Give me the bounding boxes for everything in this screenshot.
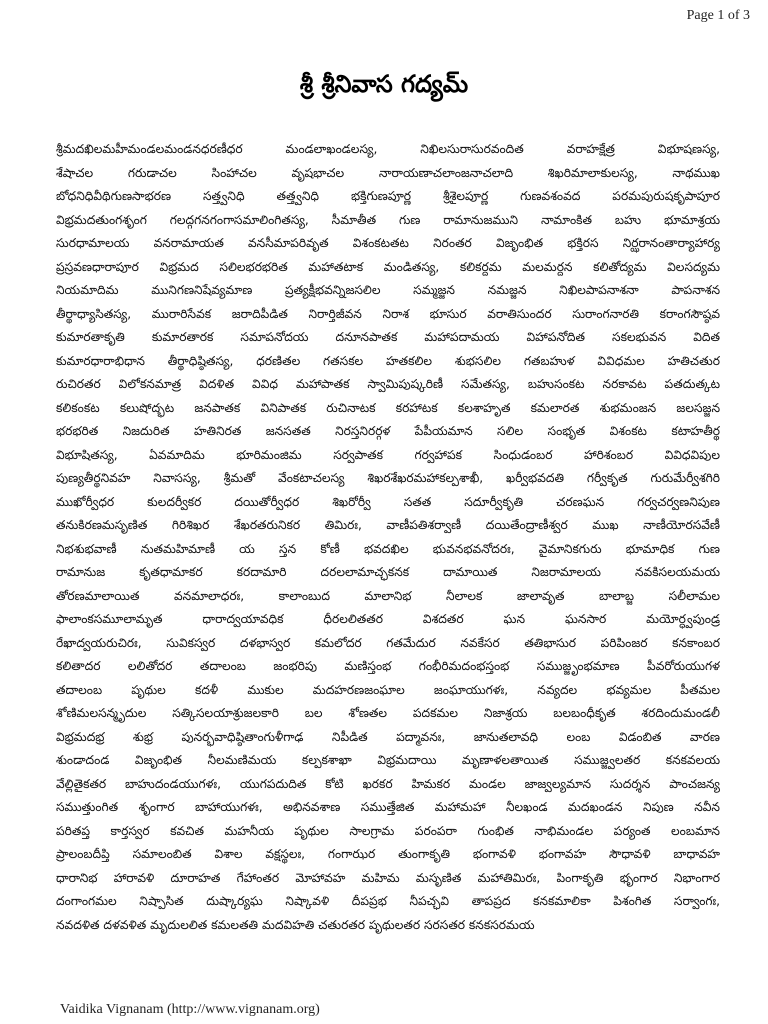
body-line: తీర్థాధ్యాసితస్య, మురారిసేవక జరాదిపీడిత నిరార్తిజీవన నిరాశ భూసుర వరాతిసుందర సురాంగనారతి కరాంగసౌష్ఠవ (56, 306, 720, 321)
body-line: విభూషితస్య, ఏవమాదిమ భూరిమంజిమ సర్వపాతక గర్వహాపక సింధుడంబర హారిశంబర వివిధవిపుల (56, 447, 720, 462)
body-line: పుణ్యతీర్థనివహ నివాసస్య, శ్రీమతో వేంకటాచలస్య శిఖరశేఖరమహాకల్పశాఖీ, ఖర్వీభవదతి గర్వీకృత గురుమేర్వీశగిరి (56, 471, 720, 485)
body-line: తదాలంబ పృథుల కదళీ ముకుల మదహరణజంఘాల జంఘాయుగళః, నవ్యదల భవ్యమల పీతమల (56, 682, 720, 697)
body-line: నిభశుభవాణీ నుతమహిమాణీ య స్తన కోణీ భవదఖిల భువనభవనోదరః, వైమానికగురు భూమాధిక గుణ (56, 541, 720, 556)
body-line: సురధామాలయ వనరామాయత వనసీమాపరివృత విశంకటతట నిరంతర విజృంభిత భక్తిరస నిర్ఝరానంతార్యాహార్య (56, 236, 720, 250)
body-line: రామానుజ కృతధామాకర కరదామారి దరలలామాచ్ఛకనక దామాయిత నిజరామాలయ నవకిసలయమయ (56, 565, 720, 579)
body-line: కలితాదర లలితోదర తదాలంబ జంభరిపు మణిస్తంభ గంభీరిమదంభస్తంభ సముజ్జృంభమాణ పీవరోరుయుగళ (56, 659, 720, 673)
body-line: రుచిరతర విలోకనమాత్ర విదళిత వివిధ మహాపాతక స్వామిపుష్కరిణీ సమేతస్య, బహుసంకట నరకావట పతదుత్కట (56, 377, 720, 391)
document-body (56, 138, 720, 937)
body-line: పరితప్త కార్తస్వర కవచిత మహనీయ పృథుల సాలగ్రామ పరంపరా గుంభిత నాభిమండల పర్యంత లంబమాన (56, 823, 720, 838)
body-line: భరభరిత నిజదురిత హతినిరత జనసతత నిరస్తనిరర్గళ పేపీయమాన సలిల సంభృత విశంకట కటాహతీర్థ (56, 424, 720, 438)
body-line: నియమాదిమ మునిగణనిషేవ్యమాణ ప్రత్యక్షీభవన్నిజసలిల సమ్మజ్జన నమజ్జన నిఖిలపాపనాశనా పాపనాశన (56, 283, 720, 297)
body-line: కలికంకట కలుషోద్భట జనపాతక వినిపాతక రుచినాటక కరహాటక కలశాహృత కమలారత శుభమంజన జలసజ్జన (56, 400, 720, 415)
footer-credit: Vaidika Vignanam (http://www.vignanam.org) (60, 1002, 320, 1017)
body-line: నవదళిత దళవళిత మృదులలిత కమలతతి మదవిహతి చతురతర పృథులతర సరసతర కనకసరమయ (56, 917, 535, 932)
body-line: బోధనిధివీథిగుణసాభరణ సత్త్వనిధి తత్త్వనిధి భక్తిగుణపూర్ణ శ్రీశైలపూర్ణ గుణవశంవద పరమపురుషకృపాపూర (56, 189, 720, 203)
body-line: శోణిమలసన్మృదుల సత్కిసలయాశ్రుజలకారి బల శోణతల పదకమల నిజాశ్రయ బలబంధీకృత శరదిందుమండలీ (56, 706, 720, 720)
page-number: Page 1 of 3 (686, 8, 750, 23)
body-line: తనుకిరణమసృణిత గిరిశిఖర శేఖరతరునికర తిమిరః, వాణీపతిశర్వాణీ దయితేంద్రాణీశ్వర ముఖ నాణీయోరసవేణీ (56, 518, 720, 532)
body-line: కుమారతాకృతి కుమారతారక సమాపనోదయ దనూనపాతక మహాపదామయ విహాపనోదిత సకలభువన విదిత (56, 330, 720, 344)
body-line: ప్రస్రవణధారాపూర విభ్రమద సలిలభరభరిత మహాతటాక మండితస్య, కలికర్దమ మలమర్దన కలితోద్యమ విలసద్యమ (56, 259, 720, 274)
body-line: తోరణమాలాయిత వనమాలాధరః, కాలాంబుద మాలానిభ నీలాలక జాలావృత బాలాబ్జ సలీలామల (56, 588, 720, 603)
body-line: వేల్లితైకతర బాహుదండయుగళః, యుగపదుదిత కోటి ఖరకర హిమకర మండల జాజ్వల్యమాన సుదర్శన పాంచజన్య (56, 776, 720, 791)
body-line: శ్రీమదఖిలమహీమండలమండనధరణీధర మండలాఖండలస్య, నిఖిలసురాసురవందిత వరాహక్షేత్ర విభూషణస్య, (56, 142, 720, 156)
body-line: విభ్రమదతుంగశృంగ గలద్గగనగంగాసమాలింగితస్య, సీమాతీత గుణ రామానుజముని నామాంకిత బహు భూమాశ్రయ (56, 212, 720, 227)
body-line: సముత్తుంగిత శృంగార బాహాయుగళః, అభినవశాణ సముత్తేజిత మహామహా నీలఖండ మదఖండన నిపుణ నవీన (56, 800, 720, 814)
body-line: ఫాలాంకసమూలామృత ధారాద్వయావధిక ధీరలలితతర విశదతర ఘన ఘనసార మయోర్ధ్వపుండ్ర (56, 612, 720, 626)
body-line: శుండాదండ విజృంభిత నీలమణిమయ కల్పకశాఖా విభ్రమదాయి మృణాళలతాయిత సముజ్జ్వలతర కనకవలయ (56, 753, 720, 767)
body-line: రేఖాద్వయరుచిరః, సువికస్వర దళభాస్వర కమలోదర గతమేదుర నవకేసర తతిభాసుర పరిపింజర కనకాంబర (56, 635, 720, 650)
body-line: విభ్రమదభ్ర శుభ్ర పునర్భవాధిష్ఠితాంగుళీగాఢ నిపీడిత పద్మావనః, జానుతలావధి లంబ విడంబిత వారణ (56, 729, 720, 744)
body-line: ప్రాలంబదీప్తి సమాలంబిత విశాల వక్షస్థలః, గంగాఝర తుంగాకృతి భంగావళి భంగావహ సౌధావళి బాధావహ (56, 847, 720, 861)
body-line: శేషాచల గరుడాచల సింహాచల వృషభాచల నారాయణాచలాంజనాచలాది శిఖరిమాలాకులస్య, నాథముఖ (56, 165, 720, 180)
body-line: ముఖోర్వీధర కులదర్వీకర దయితోర్వీధర శిఖరోర్వీ సతత సదూర్వీకృతి చరణఘన గర్వచర్వణనిపుణ (56, 494, 720, 509)
body-line: కుమారధారాభిధాన తీర్థాధిష్ఠితస్య, ధరణితల గతసకల హతకలిల శుభసలిల గతబహుళ వివిధమల హతిచతుర (56, 353, 720, 368)
body-line: దంగాంగమల నిష్పాసిత దుష్కార్యఘ నిష్కావళి దీపప్రభ నీపచ్ఛవి తాపప్రద కనకమాలికా పిశంగిత సర్వాంగః, (56, 894, 720, 908)
body-line: ధారానిభ హారావళి దూరాహత గేహాంతర మోహావహ మహిమ మసృణిత మహాతిమిరః, పింగాకృతి భృంగార నిభాంగార (56, 870, 720, 885)
document-title: శ్రీ శ్రీనివాస గద్యమ్ (299, 70, 469, 98)
